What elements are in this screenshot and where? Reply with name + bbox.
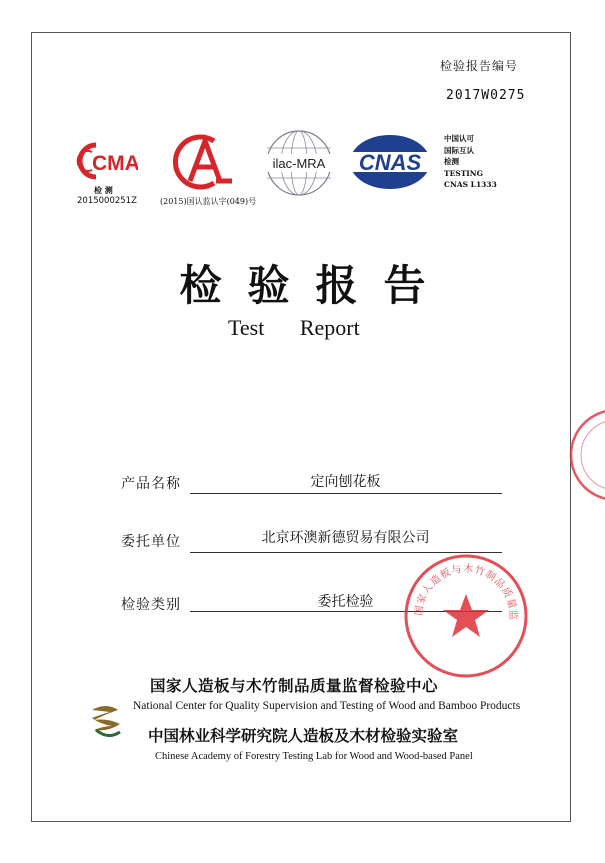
cma-caption-bottom: 2015000251Z xyxy=(77,196,137,206)
field-underline xyxy=(190,493,502,494)
edge-seal-icon xyxy=(566,405,605,505)
cal-mark-text: CAL xyxy=(170,131,173,132)
cnas-note-line: 检测 xyxy=(444,157,459,166)
cal-caption: (2015)国认监认字(049)号 xyxy=(160,197,257,206)
report-number-label: 检验报告编号 xyxy=(440,59,519,73)
cma-caption-top: 检 测 xyxy=(94,186,113,195)
field-label-test-type: 检验类别 xyxy=(121,597,181,613)
ilac-globe-icon xyxy=(262,128,336,198)
cma-mark xyxy=(74,140,138,182)
field-value-product: 定向刨花板 xyxy=(310,474,381,490)
field-label-product: 产品名称 xyxy=(121,476,181,492)
cnas-note-line: CNAS L1333 xyxy=(444,180,497,189)
cnas-mark-text: CNAS xyxy=(358,150,422,175)
seal-star-icon xyxy=(402,552,530,680)
cal-logo xyxy=(170,131,238,193)
report-number: 2017W0275 xyxy=(446,88,526,103)
organization-logo xyxy=(86,700,126,742)
cma-mark-text: CMA xyxy=(92,152,138,175)
field-value-test-type: 委托检验 xyxy=(317,594,374,610)
ilac-mark-text: ilac-MRA xyxy=(272,156,326,171)
organization-name-en: National Center for Quality Supervision and Testing of Wood and Bamboo Products xyxy=(133,700,521,712)
official-seal xyxy=(402,552,530,680)
lab-name-cn: 中国林业科学研究院人造板及木材检验实验室 xyxy=(148,727,459,745)
cnas-mark xyxy=(344,133,436,191)
organization-name-cn: 国家人造板与木竹制品质量监督检验中心 xyxy=(150,677,439,695)
cnas-logo xyxy=(344,133,436,191)
org-emblem-icon xyxy=(86,700,126,742)
ilac-mra-logo xyxy=(262,128,336,198)
lab-name-en: Chinese Academy of Forestry Testing Lab for Wood and Wood-based Panel xyxy=(155,751,473,762)
cma-logo xyxy=(74,140,138,182)
field-label-client: 委托单位 xyxy=(121,534,181,550)
cnas-note-line: 中国认可 xyxy=(444,134,474,143)
cal-mark xyxy=(170,131,238,193)
cnas-note-line: TESTING xyxy=(444,168,484,178)
seal-text: 国家人造板与木竹制品质量监 xyxy=(413,563,519,622)
cnas-note-line: 国际互认 xyxy=(444,145,474,155)
report-title-en: Test Report xyxy=(228,315,360,340)
field-value-client: 北京环澳新德贸易有限公司 xyxy=(261,530,430,546)
edge-seal-fragment xyxy=(566,405,605,505)
cnas-accreditation-note xyxy=(444,133,497,191)
report-title-cn: 检验报告 xyxy=(179,261,452,310)
